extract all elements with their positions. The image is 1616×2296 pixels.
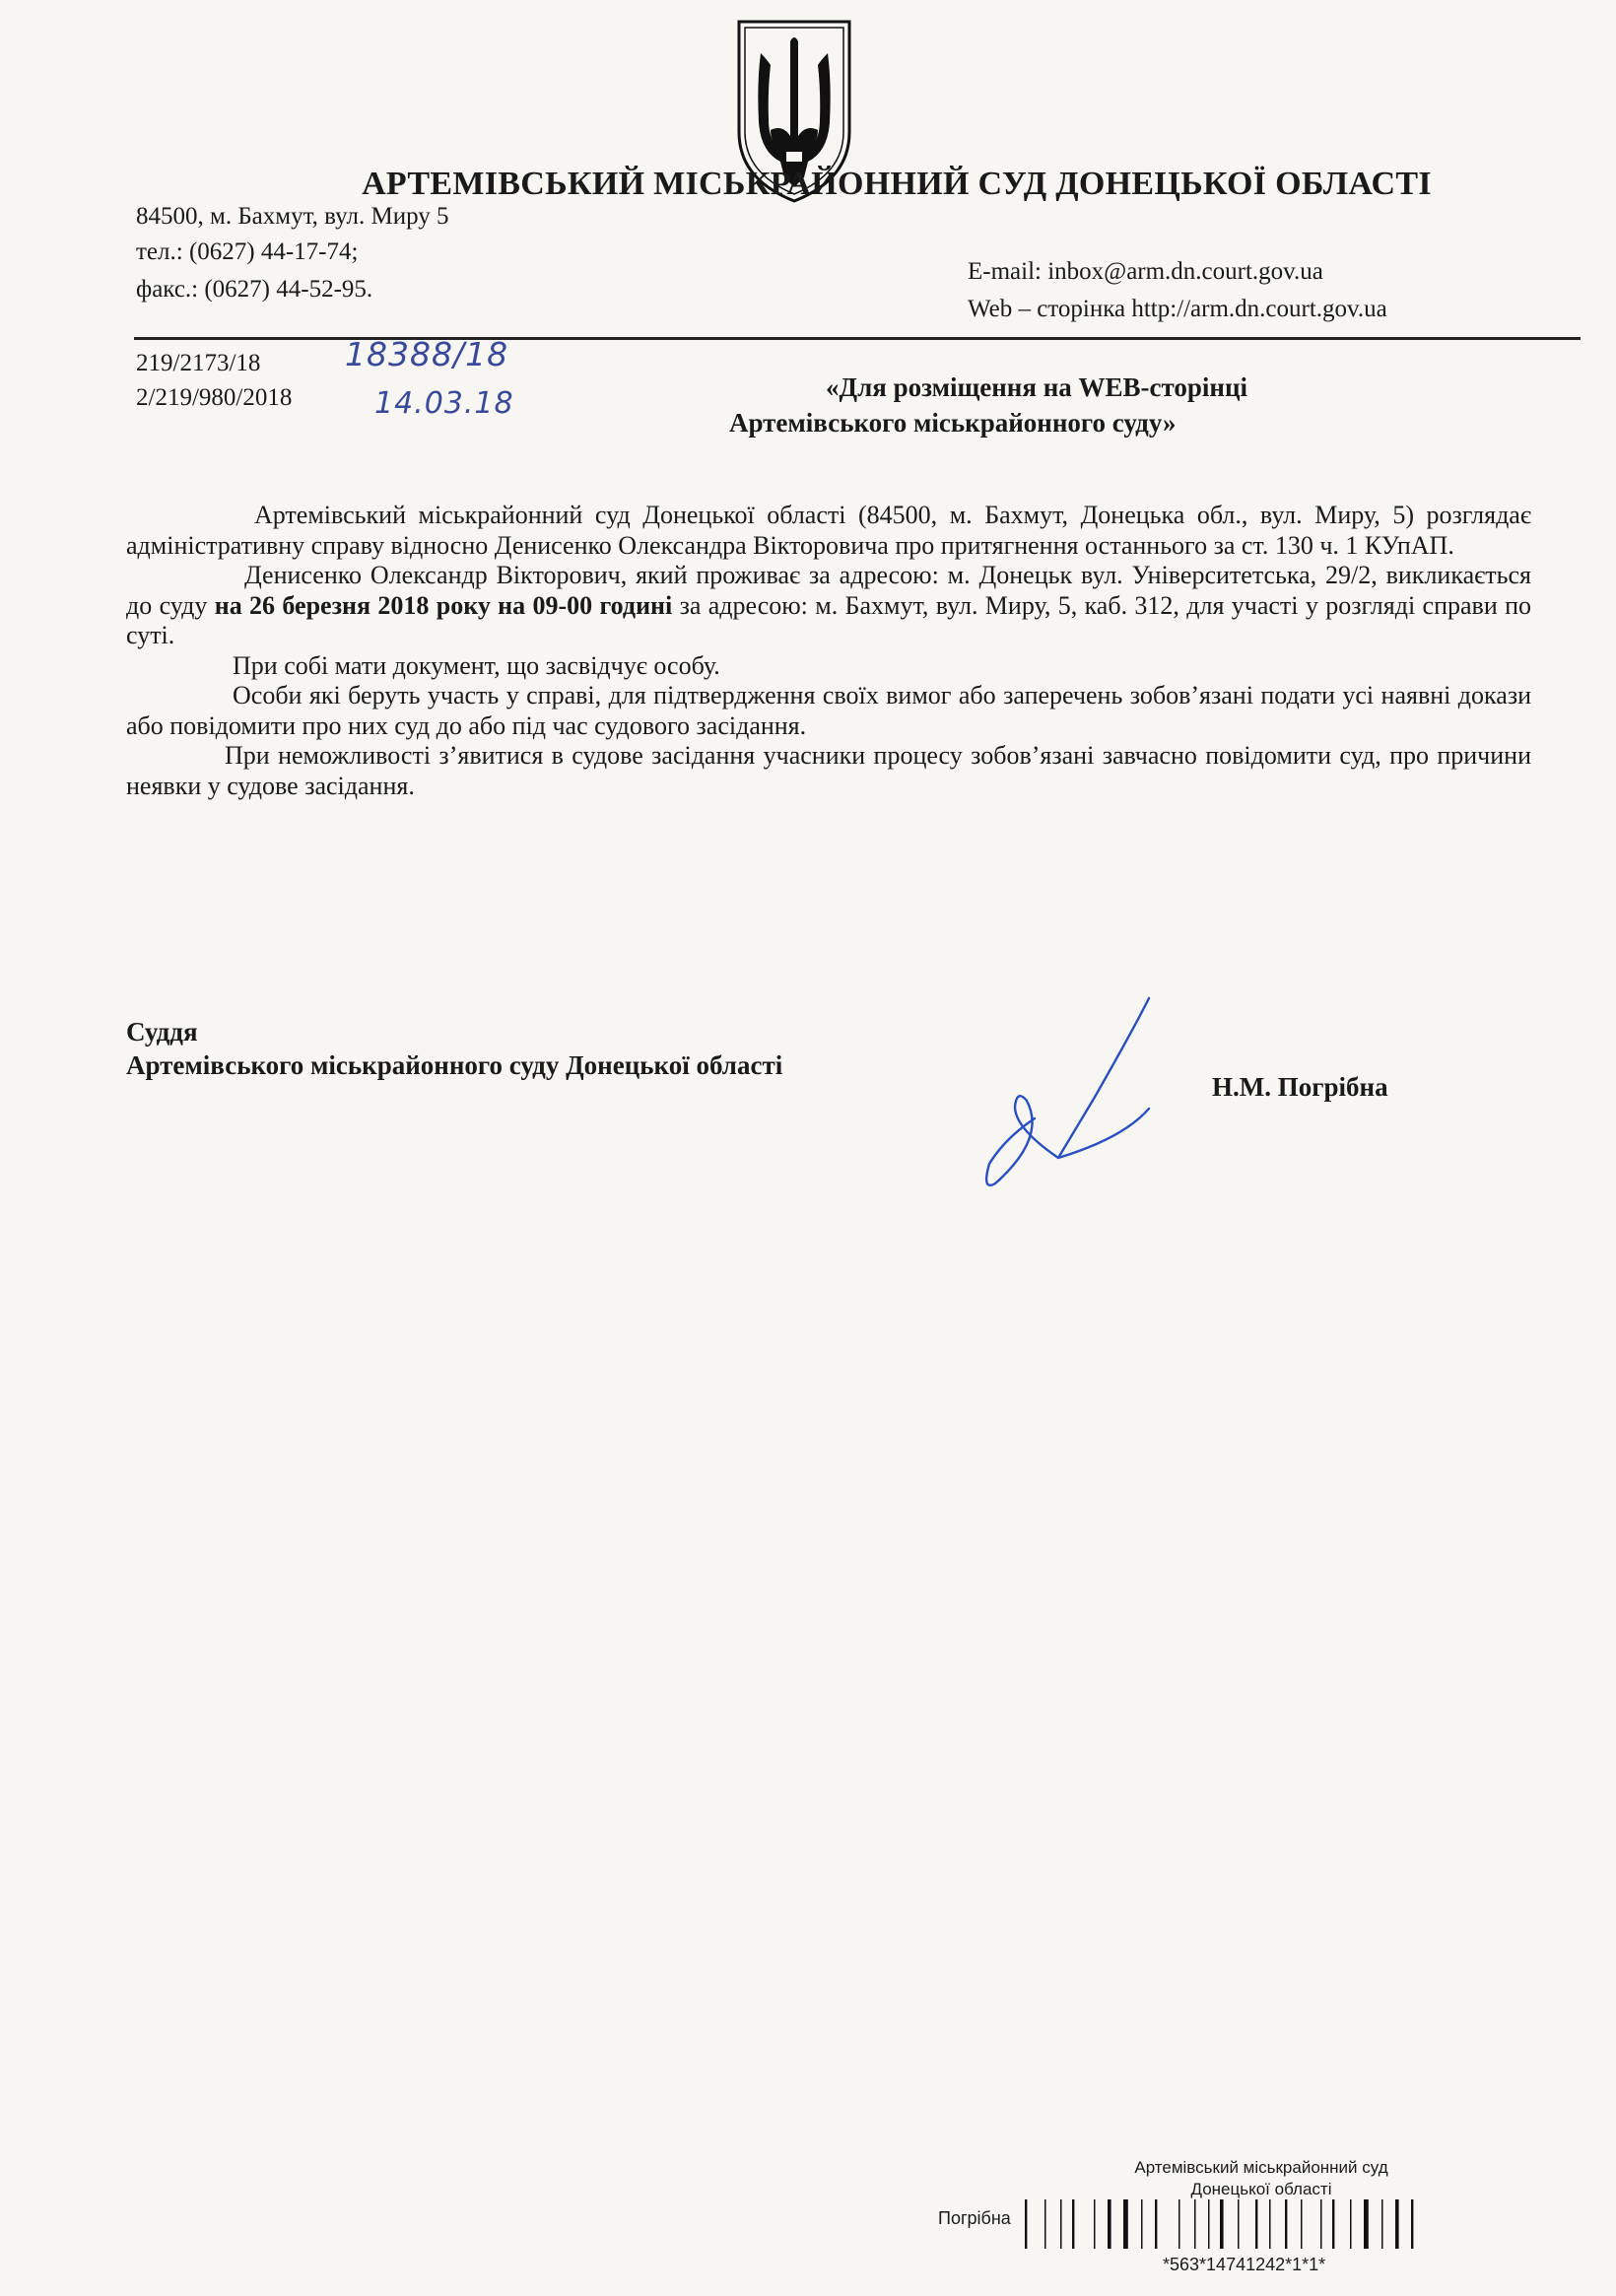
case-number-2: 2/219/980/2018 bbox=[136, 384, 293, 411]
barcode-bar bbox=[1178, 2199, 1180, 2249]
stamp-court-name-line-2: Донецької області bbox=[1190, 2180, 1332, 2198]
paragraph-summons bbox=[126, 561, 1531, 651]
barcode-bar bbox=[1350, 2199, 1352, 2249]
court-name: АРТЕМІВСЬКИЙ МІСЬКРАЙОННИЙ СУД ДОНЕЦЬКОЇ ОБЛАСТІ bbox=[362, 166, 1432, 202]
paragraph-evidence: Особи які беруть участь у справі, для підтвердження своїх вимог або заперечень зобов’язані подати усі наявні докази або повідомити про них суд до або під час судового засідання. bbox=[126, 681, 1531, 740]
barcode-bar bbox=[1025, 2199, 1027, 2249]
publication-notice-line-2: Артемівського міськрайонного суду» bbox=[729, 408, 1177, 438]
paragraph-id-document: При собі мати документ, що засвідчує особу. bbox=[233, 650, 720, 680]
barcode-bar bbox=[1255, 2199, 1257, 2249]
notice-body bbox=[126, 501, 1531, 801]
barcode-number: *563*14741242*1*1* bbox=[1163, 2255, 1326, 2274]
barcode-bar bbox=[1220, 2199, 1224, 2249]
summons-text-start: Денисенко Олександр Вікторович, який проживає за адресою: м. Донецьк вул. Університетська, 29/2, викликається до суду bbox=[126, 561, 1531, 620]
barcode-label: Погрібна bbox=[938, 2208, 1011, 2228]
barcode-bar bbox=[1123, 2199, 1128, 2249]
court-fax: факс.: (0627) 44-52-95. bbox=[136, 276, 373, 303]
barcode-bar bbox=[1381, 2199, 1383, 2249]
handwritten-signature bbox=[976, 990, 1163, 1187]
summons-text-end: за адресою: м. Бахмут, вул. Миру, 5, каб. 312, для участі у розгляді справи по суті. bbox=[126, 590, 1531, 649]
paragraph-case-description: Артемівський міськрайонний суд Донецької області (84500, м. Бахмут, Донецька обл., вул. Миру, 5) розглядає адміністративну справу відносно Денисенко Олександра Вікторовича про притягнення останнього за ст. 130 ч. 1 КУпАП. bbox=[126, 501, 1531, 560]
handwritten-reg-date: 14.03.18 bbox=[374, 386, 514, 421]
barcode-bar bbox=[1072, 2199, 1074, 2249]
barcode bbox=[1025, 2199, 1496, 2249]
paragraph-absence: При неможливості з’явитися в судове засідання учасники процесу зобов’язані завчасно повідомити суд, про причини неявки у судове засідання. bbox=[126, 741, 1531, 800]
court-email: E-mail: inbox@arm.dn.court.gov.ua bbox=[968, 258, 1323, 285]
stamp-court-name-line-1: Артемівський міськрайонний суд bbox=[1134, 2158, 1388, 2177]
barcode-bar bbox=[1094, 2199, 1096, 2249]
barcode-bar bbox=[1395, 2199, 1399, 2249]
publication-notice-line-1: «Для розміщення на WEB-сторінці bbox=[826, 372, 1248, 402]
barcode-bar bbox=[1141, 2199, 1143, 2249]
barcode-bar bbox=[1238, 2199, 1240, 2249]
case-number-1: 219/2173/18 bbox=[136, 350, 261, 376]
barcode-bar bbox=[1320, 2199, 1322, 2249]
judge-title-1: Суддя bbox=[126, 1017, 198, 1047]
court-website: Web – сторінка http://arm.dn.court.gov.ua bbox=[968, 296, 1387, 322]
barcode-bar bbox=[1060, 2199, 1062, 2249]
barcode-bar bbox=[1285, 2199, 1287, 2249]
barcode-bar bbox=[1411, 2199, 1413, 2249]
barcode-bar bbox=[1155, 2199, 1157, 2249]
barcode-bar bbox=[1194, 2199, 1196, 2249]
barcode-bar bbox=[1208, 2199, 1210, 2249]
barcode-bar bbox=[1301, 2199, 1303, 2249]
barcode-bar bbox=[1108, 2199, 1111, 2249]
judge-name: Н.М. Погрібна bbox=[1212, 1072, 1388, 1102]
summons-hearing-date: на 26 березня 2018 року на 09-00 годині bbox=[214, 590, 673, 620]
court-address: 84500, м. Бахмут, вул. Миру 5 bbox=[136, 203, 449, 230]
barcode-bar bbox=[1044, 2199, 1046, 2249]
barcode-bar bbox=[1269, 2199, 1271, 2249]
judge-title-2: Артемівського міськрайонного суду Донецької області bbox=[126, 1050, 783, 1080]
court-phone: тел.: (0627) 44-17-74; bbox=[136, 238, 359, 265]
barcode-bar bbox=[1332, 2199, 1334, 2249]
barcode-bar bbox=[1364, 2199, 1369, 2249]
handwritten-reg-number: 18388/18 bbox=[345, 335, 509, 373]
